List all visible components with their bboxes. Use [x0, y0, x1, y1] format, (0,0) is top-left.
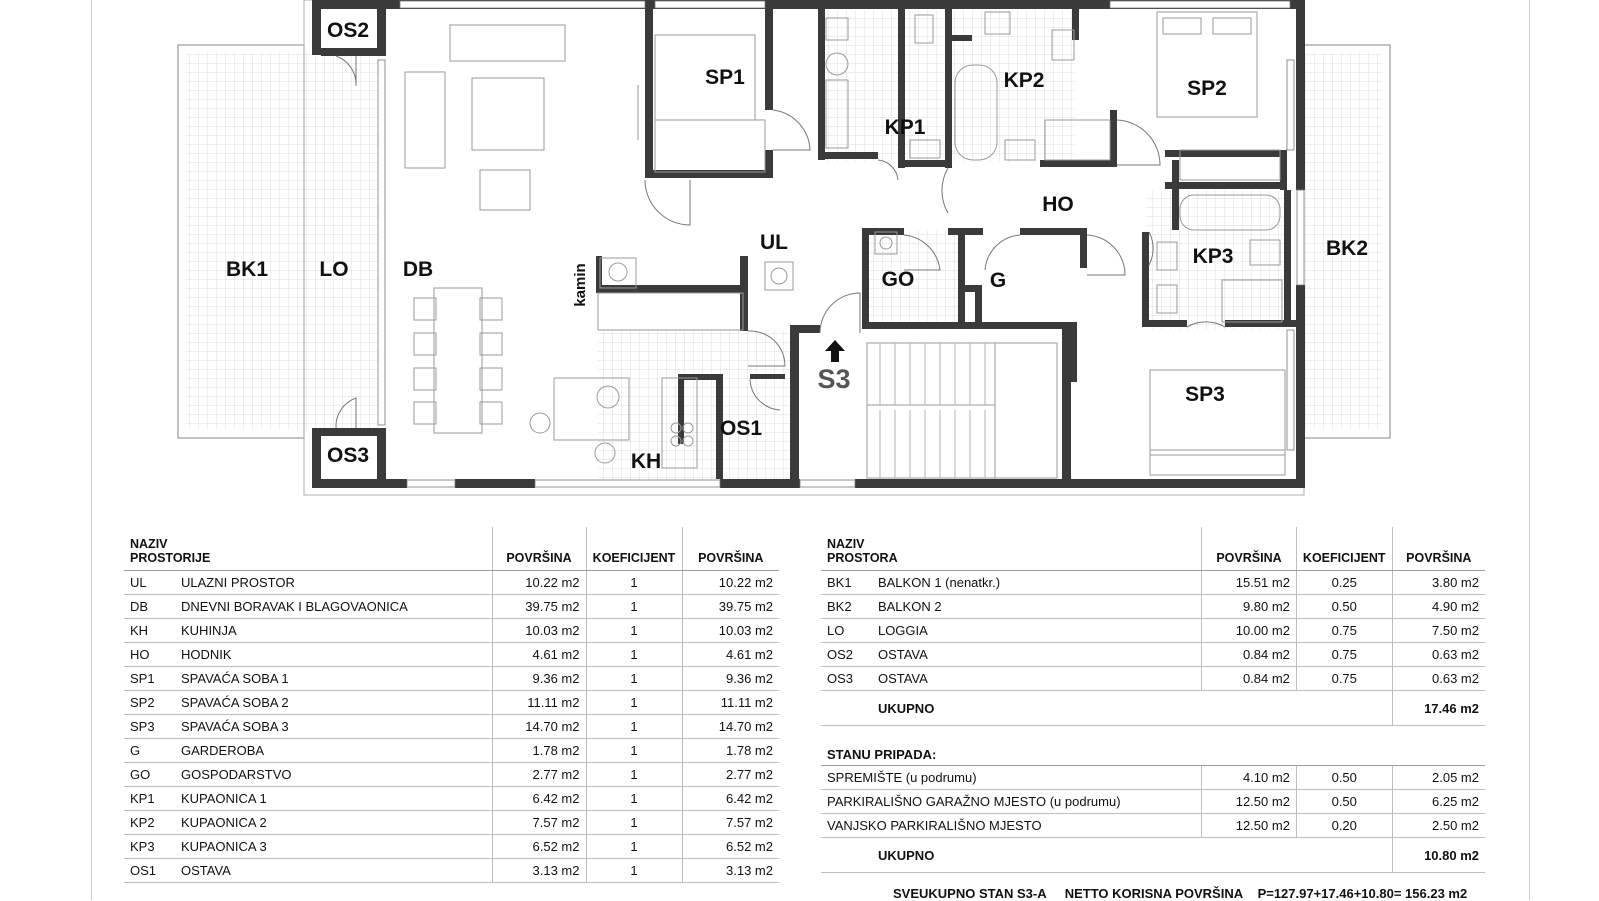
bathroom-1-tiles	[822, 10, 946, 162]
label-kh: KH	[630, 450, 662, 473]
label-go: GO	[881, 268, 915, 291]
cell-net: 14.70 m2	[682, 715, 779, 739]
belongs-section-row	[821, 726, 1485, 766]
label-os2: OS2	[326, 19, 370, 42]
cell-net: 3.13 m2	[682, 859, 779, 883]
table-row	[124, 595, 779, 619]
label-kp1: KP1	[884, 116, 926, 139]
cell-name: SPAVAĆA SOBA 1	[175, 667, 492, 691]
cell-net: 7.57 m2	[682, 811, 779, 835]
cell-name: GOSPODARSTVO	[175, 763, 492, 787]
header-naziv-prostora: NAZIV PROSTORA	[821, 527, 1202, 571]
cell-area: 11.11 m2	[492, 691, 586, 715]
cell-net: 39.75 m2	[682, 595, 779, 619]
belongs-total-label: UKUPNO	[872, 838, 1202, 873]
cell-net: 4.90 m2	[1392, 595, 1485, 619]
label-ul: UL	[760, 231, 788, 254]
label-bk2: BK2	[1325, 237, 1369, 260]
cell-coef: 0.75	[1296, 643, 1392, 667]
cell-area: 9.36 m2	[492, 667, 586, 691]
header-povrsina-net: POVRŠINA	[682, 527, 779, 571]
label-ho: HO	[1042, 193, 1074, 216]
stair-treads	[880, 343, 985, 478]
cell-coef: 0.75	[1296, 619, 1392, 643]
header-povrsina: POVRŠINA	[492, 527, 586, 571]
cell-area: 39.75 m2	[492, 595, 586, 619]
belongs-label: STANU PRIPADA:	[821, 726, 1485, 766]
cell-coef: 1	[586, 811, 682, 835]
cell-coef: 1	[586, 835, 682, 859]
label-db: DB	[402, 258, 434, 281]
cell-name: SPAVAĆA SOBA 3	[175, 715, 492, 739]
cell-code: OS3	[821, 667, 872, 691]
cell-code: SP1	[124, 667, 175, 691]
cell-net: 10.22 m2	[682, 571, 779, 595]
belongs-total-value: 10.80 m2	[1392, 838, 1485, 873]
label-sp2: SP2	[1187, 77, 1227, 100]
cell-net: 0.63 m2	[1392, 667, 1485, 691]
header-koeficijent: KOEFICIJENT	[1296, 527, 1392, 571]
cell-area: 14.70 m2	[492, 715, 586, 739]
cell-code: KP1	[124, 787, 175, 811]
balcony-left	[178, 45, 384, 438]
cell-name: HODNIK	[175, 643, 492, 667]
label-sp3: SP3	[1185, 383, 1225, 406]
cell-net: 2.05 m2	[1392, 766, 1485, 790]
rooms-table-header	[124, 527, 779, 571]
table-row	[821, 790, 1485, 814]
cell-code: HO	[124, 643, 175, 667]
cell-coef: 1	[586, 763, 682, 787]
table-row	[124, 835, 779, 859]
cell-name: ULAZNI PROSTOR	[175, 571, 492, 595]
header-povrsina: POVRŠINA	[1202, 527, 1297, 571]
header-koeficijent: KOEFICIJENT	[586, 527, 682, 571]
cell-area: 1.78 m2	[492, 739, 586, 763]
cell-net: 6.52 m2	[682, 835, 779, 859]
cell-area: 7.57 m2	[492, 811, 586, 835]
cell-code: KP3	[124, 835, 175, 859]
cell-code: SP3	[124, 715, 175, 739]
cell-net: 10.03 m2	[682, 619, 779, 643]
cell-name: OSTAVA	[872, 667, 1202, 691]
kitchen-tiles	[598, 330, 798, 480]
cell-area: 0.84 m2	[1202, 643, 1297, 667]
cell-code: BK1	[821, 571, 872, 595]
cell-name: GARDEROBA	[175, 739, 492, 763]
header-naziv-prostorije: NAZIV PROSTORIJE	[124, 527, 492, 571]
cell-coef: 0.50	[1296, 766, 1392, 790]
belongs-total-row	[821, 838, 1485, 873]
label-bk1: BK1	[225, 258, 269, 281]
cell-area: 10.22 m2	[492, 571, 586, 595]
cell-net: 3.80 m2	[1392, 571, 1485, 595]
cell-coef: 1	[586, 571, 682, 595]
label-kamin: kamin	[572, 263, 589, 307]
cell-code: KH	[124, 619, 175, 643]
cell-code: G	[124, 739, 175, 763]
cell-coef: 1	[586, 667, 682, 691]
summary-line	[893, 886, 1467, 901]
summary-net-label: NETTO KORISNA POVRŠINA	[1064, 886, 1244, 901]
cell-coef: 0.50	[1296, 595, 1392, 619]
cell-coef: 1	[586, 715, 682, 739]
table-row	[124, 643, 779, 667]
table-row	[821, 571, 1485, 595]
cell-net: 2.50 m2	[1392, 814, 1485, 838]
cell-name: KUHINJA	[175, 619, 492, 643]
cell-code: KP2	[124, 811, 175, 835]
cell-net: 1.78 m2	[682, 739, 779, 763]
cell-area: 3.13 m2	[492, 859, 586, 883]
cell-coef: 1	[586, 787, 682, 811]
table-row	[124, 787, 779, 811]
cell-coef: 0.50	[1296, 790, 1392, 814]
table-row	[821, 619, 1485, 643]
table-row	[124, 859, 779, 883]
table-row	[821, 814, 1485, 838]
entry-arrow-icon	[825, 340, 845, 362]
cell-name: OSTAVA	[872, 643, 1202, 667]
table-row	[124, 667, 779, 691]
belongs-table-body	[821, 766, 1485, 838]
cell-area: 0.84 m2	[1202, 667, 1297, 691]
cell-name: PARKIRALIŠNO GARAŽNO MJESTO (u podrumu)	[821, 790, 1202, 814]
cell-net: 7.50 m2	[1392, 619, 1485, 643]
cell-code: OS1	[124, 859, 175, 883]
cell-code: SP2	[124, 691, 175, 715]
balcony-total-label: UKUPNO	[872, 691, 1202, 726]
label-g: G	[989, 269, 1007, 292]
cell-coef: 1	[586, 691, 682, 715]
rooms-table	[124, 527, 779, 883]
cell-code: DB	[124, 595, 175, 619]
cell-name: KUPAONICA 3	[175, 835, 492, 859]
cell-name: LOGGIA	[872, 619, 1202, 643]
table-row	[124, 571, 779, 595]
label-lo: LO	[319, 258, 349, 281]
cell-net: 2.77 m2	[682, 763, 779, 787]
cell-area: 6.42 m2	[492, 787, 586, 811]
table-row	[821, 595, 1485, 619]
cell-name: OSTAVA	[175, 859, 492, 883]
cell-code: GO	[124, 763, 175, 787]
cell-net: 6.25 m2	[1392, 790, 1485, 814]
header-povrsina-net: POVRŠINA	[1392, 527, 1485, 571]
cell-coef: 0.75	[1296, 667, 1392, 691]
cell-name: SPREMIŠTE (u podrumu)	[821, 766, 1202, 790]
table-row	[124, 619, 779, 643]
cell-area: 4.61 m2	[492, 643, 586, 667]
cell-area: 9.80 m2	[1202, 595, 1297, 619]
cell-coef: 1	[586, 595, 682, 619]
cell-name: BALKON 2	[872, 595, 1202, 619]
table-row	[124, 691, 779, 715]
cell-coef: 1	[586, 619, 682, 643]
label-kp2: KP2	[1003, 69, 1045, 92]
table-row	[821, 766, 1485, 790]
balcony-table-header	[821, 527, 1485, 571]
summary-formula: P=127.97+17.46+10.80= 156.23 m2	[1257, 886, 1468, 901]
cell-area: 2.77 m2	[492, 763, 586, 787]
rooms-table-body	[124, 571, 779, 883]
label-s3: S3	[817, 364, 851, 394]
cell-coef: 0.25	[1296, 571, 1392, 595]
cell-coef: 0.20	[1296, 814, 1392, 838]
cell-name: SPAVAĆA SOBA 2	[175, 691, 492, 715]
label-sp1: SP1	[705, 66, 745, 89]
cell-code: LO	[821, 619, 872, 643]
cell-coef: 1	[586, 739, 682, 763]
cell-coef: 1	[586, 643, 682, 667]
cell-area: 12.50 m2	[1202, 814, 1297, 838]
cell-area: 10.00 m2	[1202, 619, 1297, 643]
cell-name: KUPAONICA 1	[175, 787, 492, 811]
table-row	[821, 667, 1485, 691]
label-os3: OS3	[326, 444, 370, 467]
cell-name: KUPAONICA 2	[175, 811, 492, 835]
table-row	[821, 643, 1485, 667]
cell-area: 10.03 m2	[492, 619, 586, 643]
cell-code: OS2	[821, 643, 872, 667]
cell-name: DNEVNI BORAVAK I BLAGOVAONICA	[175, 595, 492, 619]
cell-name: VANJSKO PARKIRALIŠNO MJESTO	[821, 814, 1202, 838]
cell-coef: 1	[586, 859, 682, 883]
cell-code: BK2	[821, 595, 872, 619]
balcony-total-value: 17.46 m2	[1392, 691, 1485, 726]
cell-net: 11.11 m2	[682, 691, 779, 715]
cell-area: 12.50 m2	[1202, 790, 1297, 814]
cell-area: 4.10 m2	[1202, 766, 1297, 790]
table-row	[124, 811, 779, 835]
balcony-total-row	[821, 691, 1485, 726]
cell-name: BALKON 1 (nenatkr.)	[872, 571, 1202, 595]
cell-code: UL	[124, 571, 175, 595]
balcony-table	[821, 527, 1485, 873]
cell-area: 6.52 m2	[492, 835, 586, 859]
table-row	[124, 715, 779, 739]
cell-net: 4.61 m2	[682, 643, 779, 667]
cell-area: 15.51 m2	[1202, 571, 1297, 595]
summary-label: SVEUKUPNO STAN S3-A	[893, 886, 1047, 901]
cell-net: 9.36 m2	[682, 667, 779, 691]
balcony-table-body	[821, 571, 1485, 691]
cell-net: 6.42 m2	[682, 787, 779, 811]
cell-net: 0.63 m2	[1392, 643, 1485, 667]
table-row	[124, 763, 779, 787]
label-kp3: KP3	[1192, 245, 1234, 268]
label-os1: OS1	[719, 417, 763, 440]
table-row	[124, 739, 779, 763]
